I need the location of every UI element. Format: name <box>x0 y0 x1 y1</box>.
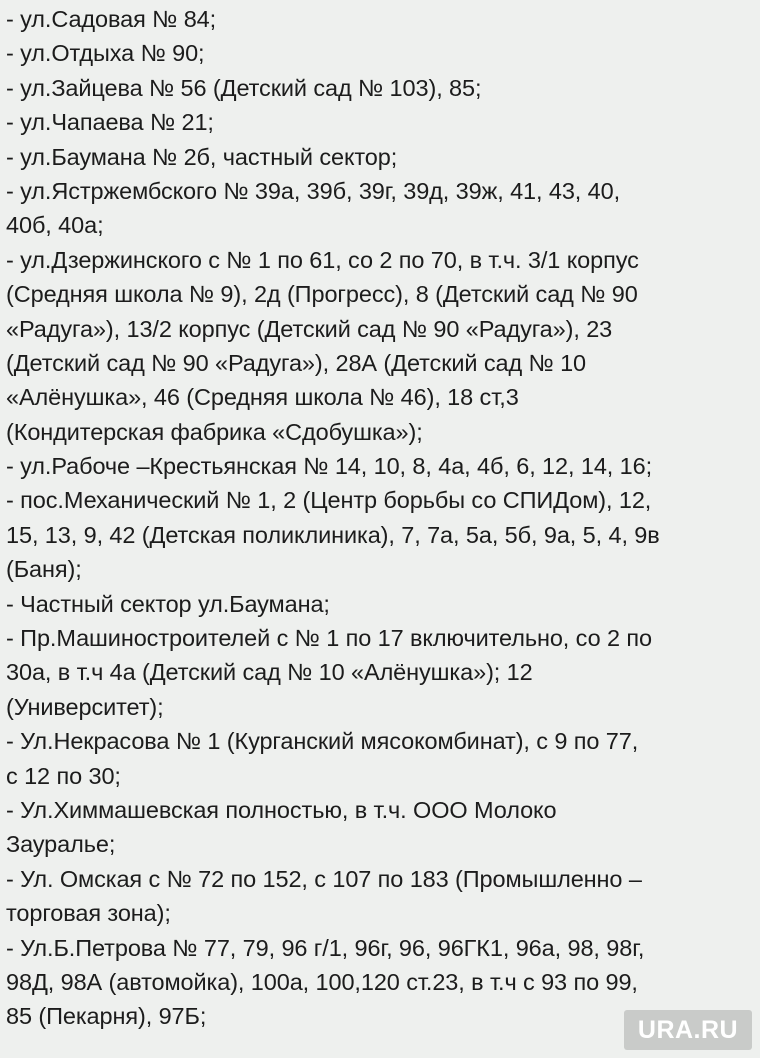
text-line: - ул.Отдыха № 90; <box>6 40 205 67</box>
watermark-logo: URA.RU <box>624 1010 752 1050</box>
text-line: - Ул.Некрасова № 1 (Курганский мясокомбинат), с 9 по 77, <box>6 728 639 755</box>
text-line: с 12 по 30; <box>6 762 121 789</box>
text-line: - ул.Зайцева № 56 (Детский сад № 103), 85; <box>6 74 482 101</box>
text-line: - ул.Ястржембского № 39а, 39б, 39г, 39д, 39ж, 41, 43, 40, <box>6 177 621 204</box>
text-line: - Пр.Машиностроителей с № 1 по 17 включительно, со 2 по <box>6 625 652 652</box>
text-line: 98Д, 98А (автомойка), 100а, 100,120 ст.23, в т.ч с 93 по 99, <box>6 968 638 995</box>
text-line: - пос.Механический № 1, 2 (Центр борьбы со СПИДом), 12, <box>6 487 652 514</box>
text-line: 85 (Пекарня), 97Б; <box>6 1003 207 1030</box>
text-line: торговая зона); <box>6 900 171 927</box>
text-line: - ул.Баумана № 2б, частный сектор; <box>6 143 398 170</box>
text-line: (Детский сад № 90 «Радуга»), 28А (Детский сад № 10 <box>6 349 587 376</box>
text-line: - Частный сектор ул.Баумана; <box>6 590 330 617</box>
text-line: «Алёнушка», 46 (Средняя школа № 46), 18 ст,3 <box>6 384 519 411</box>
text-line: - ул.Чапаева № 21; <box>6 109 214 136</box>
text-line: «Радуга»), 13/2 корпус (Детский сад № 90 «Радуга»), 23 <box>6 315 613 342</box>
text-line: (Кондитерская фабрика «Сдобушка»); <box>6 418 423 445</box>
text-line: Зауралье; <box>6 831 116 858</box>
text-line: - Ул. Омская с № 72 по 152, с 107 по 183 (Промышленно – <box>6 865 642 892</box>
text-line: (Средняя школа № 9), 2д (Прогресс), 8 (Детский сад № 90 <box>6 281 638 308</box>
text-line: (Баня); <box>6 556 82 583</box>
text-line: - ул.Дзержинского с № 1 по 61, со 2 по 70, в т.ч. 3/1 корпус <box>6 246 639 273</box>
text-line: 40б, 40а; <box>6 212 104 239</box>
text-line: 15, 13, 9, 42 (Детская поликлиника), 7, 7а, 5а, 5б, 9а, 5, 4, 9в <box>6 521 660 548</box>
text-line: 30а, в т.ч 4а (Детский сад № 10 «Алёнушка»); 12 <box>6 659 533 686</box>
address-list <box>6 2 754 1034</box>
text-line: - Ул.Б.Петрова № 77, 79, 96 г/1, 96г, 96, 96ГК1, 96а, 98, 98г, <box>6 934 645 961</box>
text-line: (Университет); <box>6 693 164 720</box>
text-line: - Ул.Химмашевская полностью, в т.ч. ООО Молоко <box>6 796 557 823</box>
text-line: - ул.Рабоче –Крестьянская № 14, 10, 8, 4а, 4б, 6, 12, 14, 16; <box>6 453 653 480</box>
text-line: - ул.Садовая № 84; <box>6 6 217 32</box>
